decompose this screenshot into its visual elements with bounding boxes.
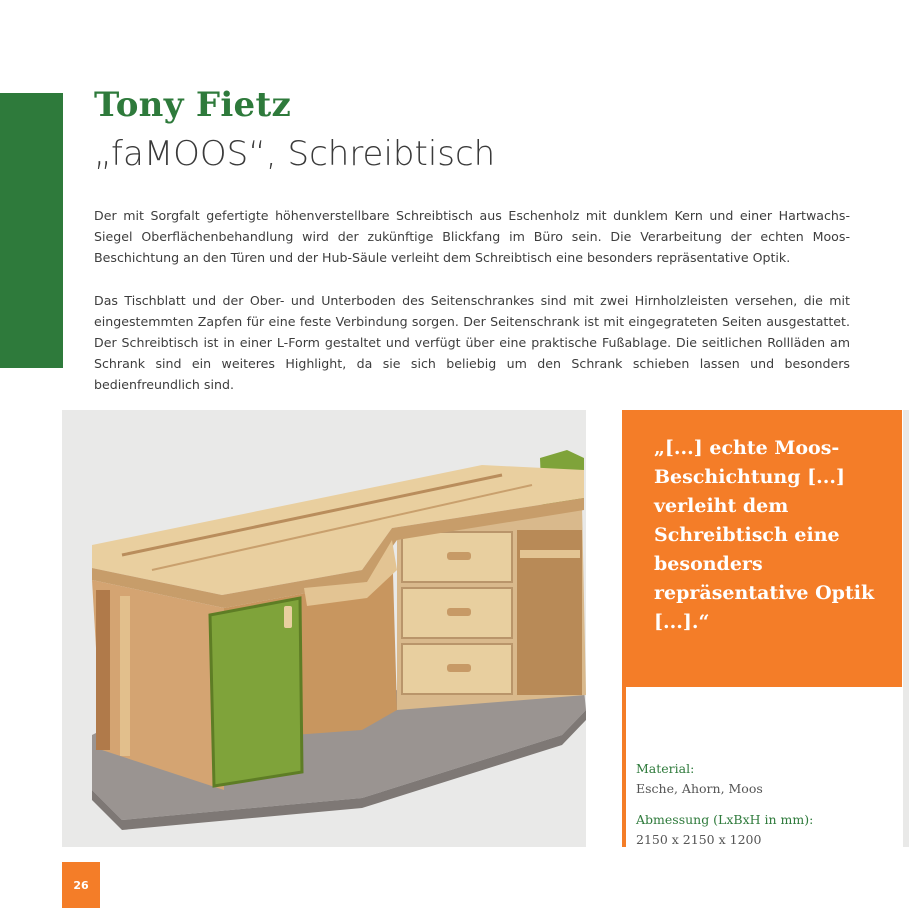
- body-paragraph-2: Das Tischblatt und der Ober- und Unterboden des Seitenschrankes sind mit zwei Hirnholzleisten versehen, die mit eingestemmten Zapfen für eine feste Verbindung sorgen. Der Seitenschrank ist mit eingegrateten Seiten ausgestattet. Der Schreibtisch ist in einer L-Form gestaltet und verfügt über eine praktische Fußablage. Die seitlichen Rollläden am Schrank sind ein weiteres Highlight, da sie sich beliebig um den Schrank schieben lassen und besonders bedienfreundlich sind.: [94, 293, 850, 392]
- dimensions-label: Abmessung (LxBxH in mm):: [636, 812, 814, 827]
- green-accent-bar: [0, 93, 63, 368]
- dimensions-value: 2150 x 2150 x 1200: [636, 832, 762, 847]
- page-number: 26: [62, 862, 100, 908]
- author-name: Tony Fietz: [94, 85, 292, 125]
- body-paragraph-1: Der mit Sorgfalt gefertigte höhenverstellbare Schreibtisch aus Eschenholz mit dunklem Kern und einer Hartwachs-Siegel Oberflächenbehandlung wird der zukünftige Blickfang im Büro sein. Die Verarbeitung der echten Moos-Beschichtung an den Türen und der Hub-Säule verleiht dem Schreibtisch eine besonders repräsentative Optik.: [94, 208, 850, 265]
- side-accent-strip: [903, 410, 909, 847]
- pull-quote-text: „[...] echte Moos-Beschichtung [...] verleiht dem Schreibtisch eine besonders repräsentative Optik [...].“: [654, 437, 875, 633]
- material-value: Esche, Ahorn, Moos: [636, 781, 763, 796]
- piece-title: „faMOOS“, Schreibtisch: [94, 134, 496, 174]
- pull-quote-box: [622, 410, 902, 687]
- desk-photo: [62, 410, 586, 847]
- material-label: Material:: [636, 761, 695, 776]
